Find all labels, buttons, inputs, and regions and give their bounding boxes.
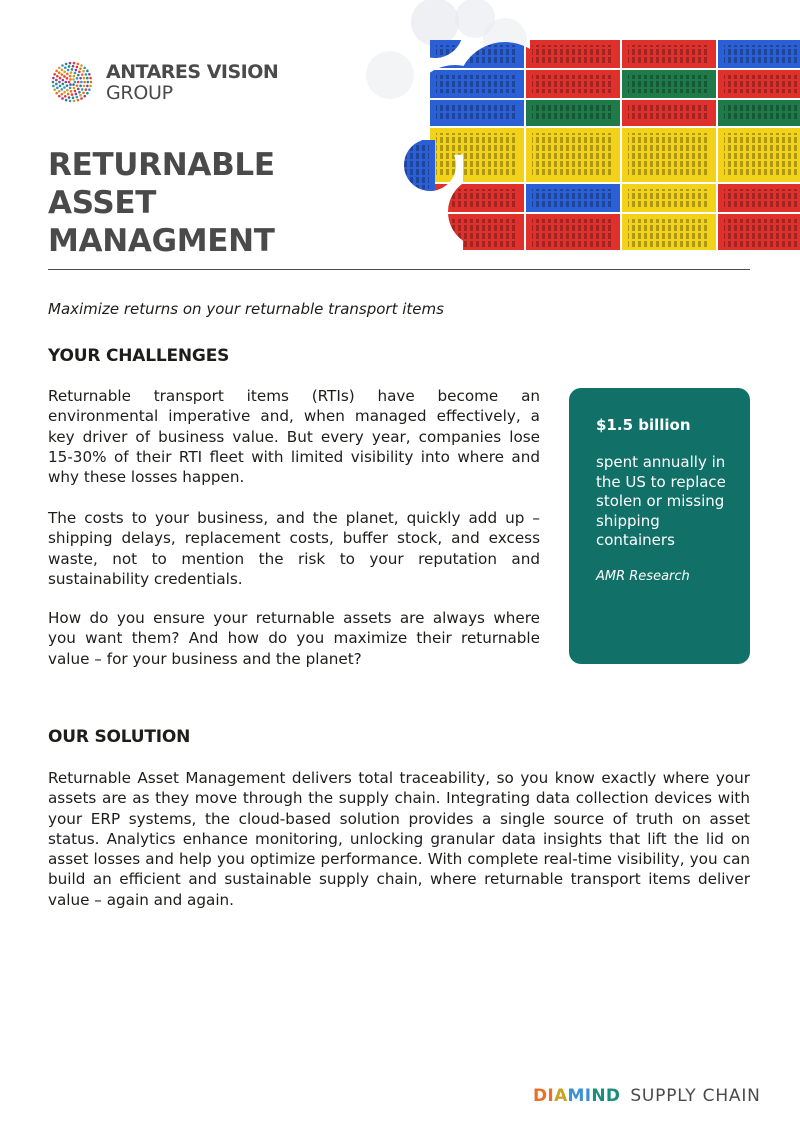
stat-source: AMR Research [596,568,690,584]
solution-heading: OUR SOLUTION [48,727,191,747]
brand-wordmark [533,1086,620,1106]
divider [48,269,750,270]
hero-crates-image [355,0,800,250]
logo-line1: ANTARES VISION [106,61,279,83]
brand-letter: N [591,1086,606,1106]
stat-callout [569,388,750,664]
brand-suffix: SUPPLY CHAIN [630,1086,761,1106]
stat-value: $1.5 billion [596,416,691,434]
brand-letter: M [567,1086,585,1106]
challenges-paragraph: The costs to your business, and the planet, quickly add up – shipping delays, replacement costs, buffer stock, and excess waste, not to mention the risk to your reputation and sustainability credentials. [48,509,540,588]
challenges-paragraph: How do you ensure your returnable assets are always where you want them? And how do you maximize their returnable value – for your business and the planet? [48,609,540,668]
stat-description: spent annually in the US to replace stolen or missing shipping containers [596,453,726,549]
logo-line2: GROUP [106,82,173,104]
solution-paragraph: Returnable Asset Management delivers total traceability, so you know exactly where your assets are as they move through the supply chain. Integrating data collection devices with your ERP systems, the cloud-based solution provides a single source of truth on asset status. Analytics enhance monitoring, unlocking granular data insights that lift the lid on asset losses and help you optimize performance. With complete real-time visibility, you can build an efficient and sustainable supply chain, where returnable transport items deliver value – again and again. [48,769,750,909]
brand-letter: I [584,1086,592,1106]
brand-letter: D [533,1086,548,1106]
challenges-paragraph: Returnable transport items (RTIs) have become an environmental imperative and, when managed effectively, a key driver of business value. But every year, companies lose 15-30% of their RTI fleet with limited visibility into where and why these losses happen. [48,387,540,487]
brand-letter: A [554,1086,568,1106]
challenges-heading: YOUR CHALLENGES [48,346,230,366]
page-title: RETURNABLE ASSET MANAGMENT [48,147,275,259]
tagline: Maximize returns on your returnable transport items [48,300,444,318]
footer-brand [533,1086,761,1106]
brand-letter: D [605,1086,621,1106]
brand-letter: I [547,1086,555,1106]
dotted-globe-icon [48,58,96,106]
company-logo [48,58,288,110]
